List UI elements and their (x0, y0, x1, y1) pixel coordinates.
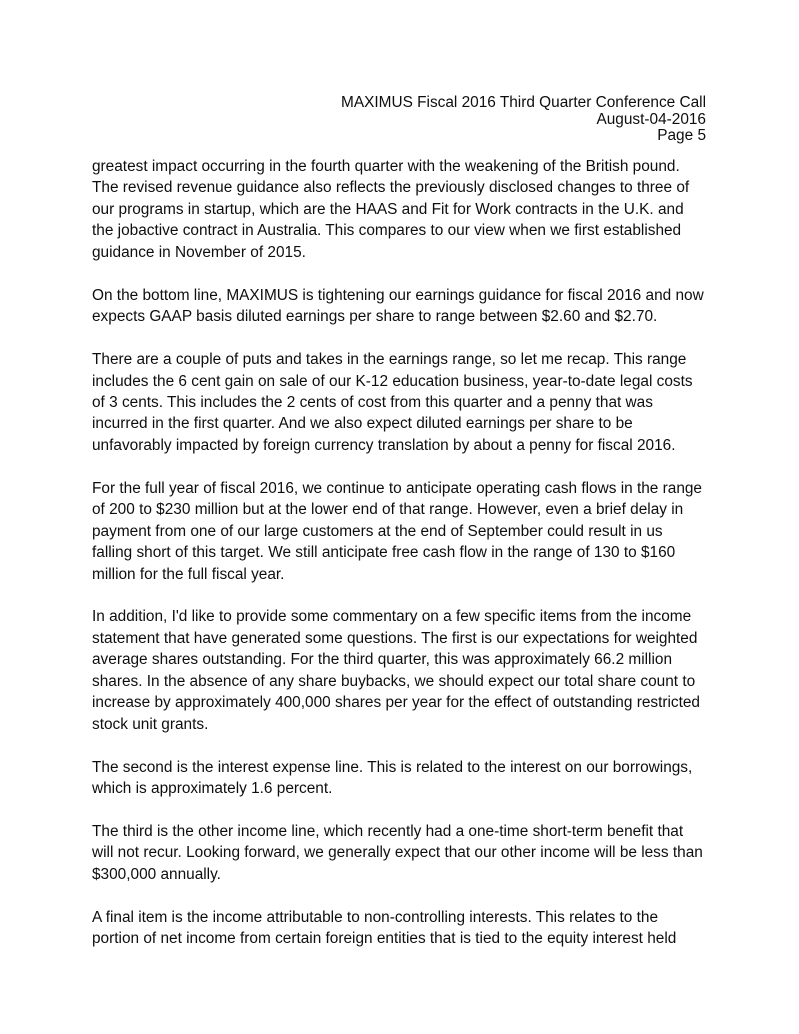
document-header (341, 95, 706, 145)
paragraph: A final item is the income attributable to non-controlling interests. This relates to the portion of net income from certain foreign entities that is tied to the equity interest held (92, 908, 677, 948)
paragraph: For the full year of fiscal 2016, we continue to anticipate operating cash flows in the range of 200 to $230 million but at the lower end of that range. However, even a brief delay in payment from one of our large customers at the end of September could result in us falling short of this target. We still anticipate free cash flow in the range of 130 to $160 million for the full fiscal year. (92, 479, 702, 583)
paragraph: In addition, I'd like to provide some commentary on a few specific items from the income statement that have generated some questions. The first is our expectations for weighted average shares outstanding. For the third quarter, this was approximately 66.2 million shares. In the absence of any share buybacks, we should expect our total share count to increase by approximately 400,000 shares per year for the effect of outstanding restricted stock unit grants. (92, 608, 700, 733)
document-body (92, 156, 707, 971)
header-date: August-04-2016 (596, 110, 706, 128)
header-title: MAXIMUS Fiscal 2016 Third Quarter Conference Call (341, 94, 706, 111)
paragraph: greatest impact occurring in the fourth quarter with the weakening of the British pound. The revised revenue guidance also reflects the previously disclosed changes to three of our programs in startup, which are the HAAS and Fit for Work contracts in the U.K. and the jobactive contract in Australia. This compares to our view when we first established guidance in November of 2015. (92, 158, 690, 261)
paragraph: The third is the other income line, which recently had a one-time short-term benefit that will not recur. Looking forward, we generally expect that our other income will be less than $300,000 annually. (92, 822, 703, 883)
header-page-number: Page 5 (657, 127, 706, 145)
paragraph: The second is the interest expense line. This is related to the interest on our borrowings, which is approximately 1.6 percent. (92, 758, 693, 798)
paragraph: On the bottom line, MAXIMUS is tightening our earnings guidance for fiscal 2016 and now expects GAAP basis diluted earnings per share to range between $2.60 and $2.70. (92, 286, 704, 326)
paragraph: There are a couple of puts and takes in the earnings range, so let me recap. This range includes the 6 cent gain on sale of our K-12 education business, year-to-date legal costs of 3 cents. This includes the 2 cents of cost from this quarter and a penny that was incurred in the first quarter. And we also expect diluted earnings per share to be unfavorably impacted by foreign currency translation by about a penny for fiscal 2016. (92, 351, 693, 454)
